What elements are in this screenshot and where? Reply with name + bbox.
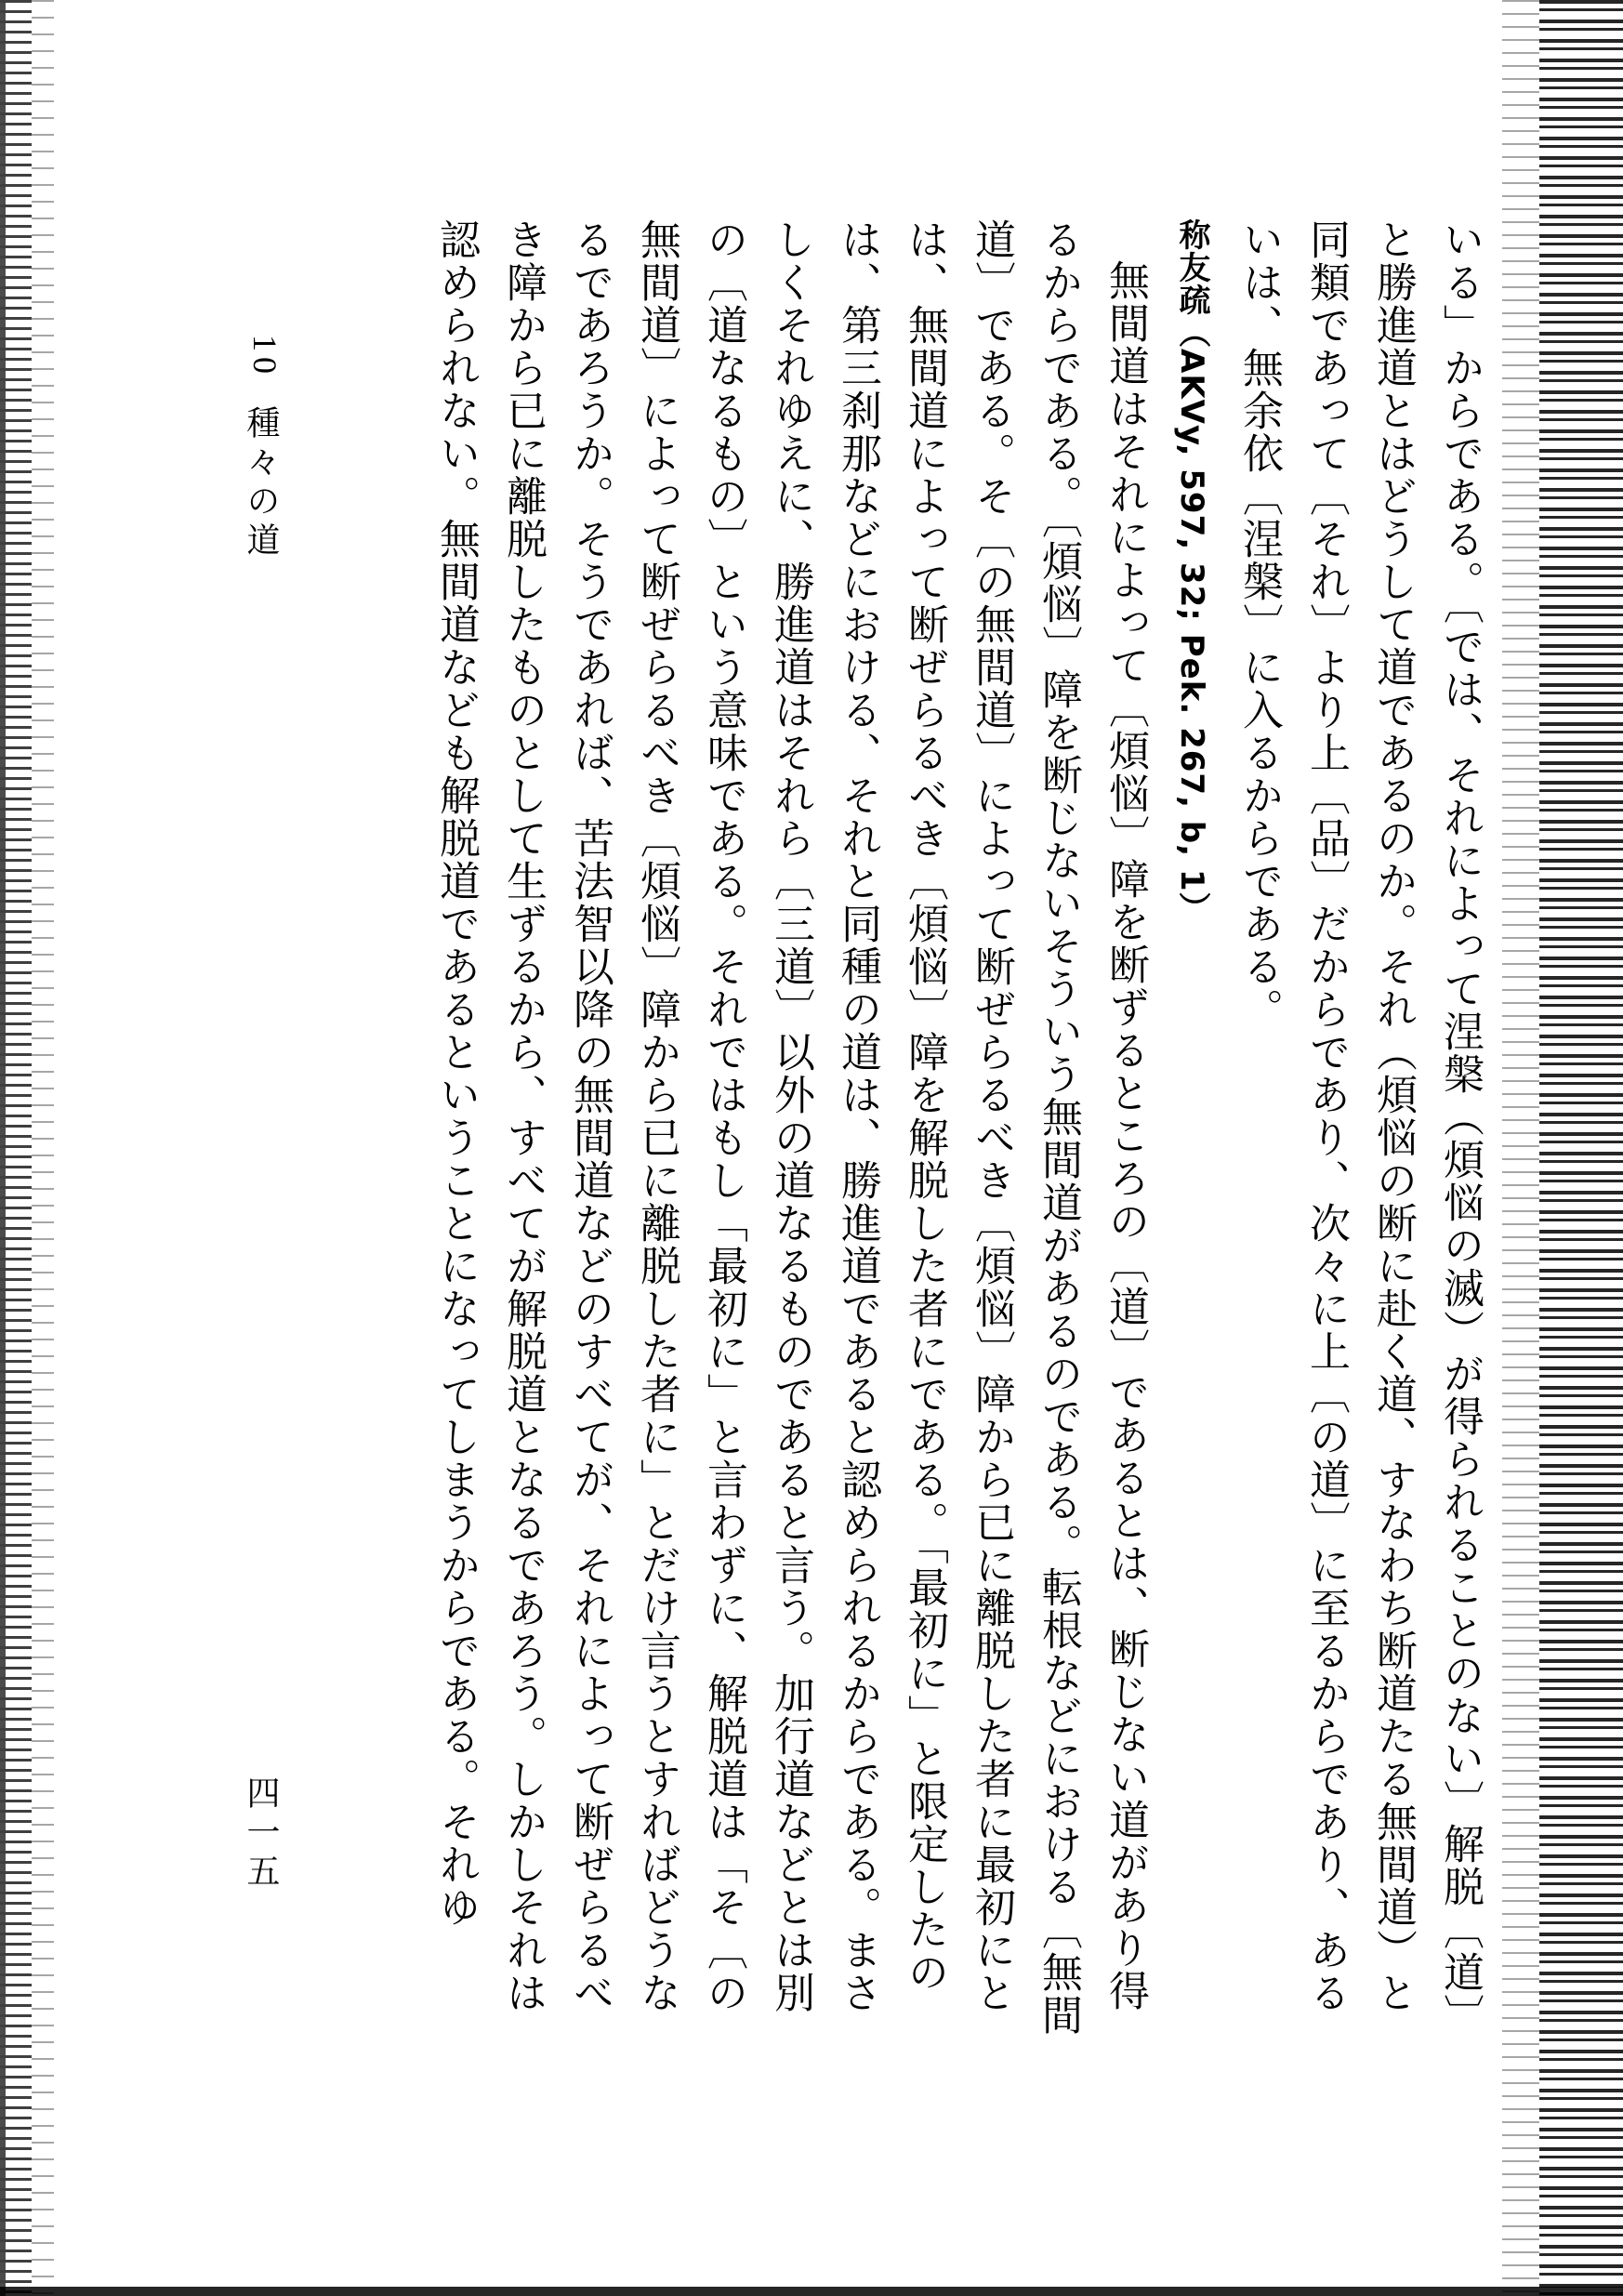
- scan-edge-left-dots: [32, 0, 54, 2296]
- running-head: [237, 335, 284, 561]
- scan-edge-left: [0, 0, 32, 2296]
- chapter-number: 10: [246, 335, 284, 379]
- scan-edge-right-fade: [1502, 0, 1539, 2296]
- paragraph-2: 無間道はそれによって〔煩悩〕障を断ずるところの〔道〕であるとは、断じない道があり得るからである。〔煩悩〕障を断じないそういう無間道があるのである。転根などにおける〔無間道〕である。そ〔の無間道〕によって断ぜらるべき〔煩悩〕障から已に離脱した者に最初にとは、無間道によって断ぜらるべき〔煩悩〕障を解脱した者にである。「最初に」と限定したのは、第三刹那などにおける、それと同種の道は、勝進道であると認められるからである。まさしくそれゆえに、勝進道はそれら〔三道〕以外の道なるものであると言う。加行道などとは別の〔道なるもの〕という意味である。それではもし「最初に」と言わずに、解脱道は「そ〔の無間道〕によって断ぜらるべき〔煩悩〕障から已に離脱した者に」とだけ言うとすればどうなるであろうか。そうであれば、苦法智以降の無間道などのすべてが、それによって断ぜらるべき障から已に離脱したものとして生ずるから、すべてが解脱道となるであろう。しかしそれは認められない。無間道なども解脱道であるということになってしまうからである。それゆ: [432, 218, 1149, 2037]
- vertical-text-block: [422, 218, 1493, 2040]
- scan-edge-right: [1539, 0, 1623, 2296]
- section-heading: 称友疏（AKVy, 597, 32; Pek. 267, b, 1）: [1173, 218, 1210, 925]
- chapter-title: 種々の道: [242, 405, 280, 561]
- page-number: 四一五: [242, 1775, 280, 1893]
- paragraph-1: いる」からである。〔では、それによって涅槃（煩悩の滅）が得られることのない〕解脱〔道〕と勝進道とはどうして道であるのか。それ（煩悩の断に赴く道、すなわち断道たる無間道）と同類であって〔それ〕より上〔品〕だからであり、次々に上〔の道〕に至るからであり、あるいは、無余依〔涅槃〕に入るからである。: [1235, 218, 1484, 2037]
- scan-edge-bottom: [0, 2287, 1623, 2296]
